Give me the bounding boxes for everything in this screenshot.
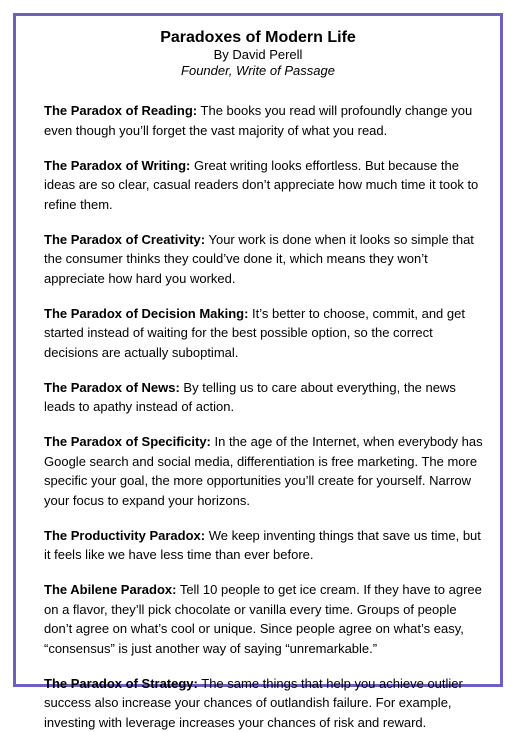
paradox-term: The Paradox of Specificity: <box>44 434 211 449</box>
paradox-term: The Productivity Paradox: <box>44 528 205 543</box>
paradox-term: The Paradox of Writing: <box>44 158 190 173</box>
paradox-term: The Paradox of Creativity: <box>44 232 205 247</box>
paradox-item <box>44 580 486 658</box>
paradox-item <box>44 156 486 215</box>
document-title: Paradoxes of Modern Life <box>16 29 500 47</box>
paradox-item <box>44 526 486 565</box>
paradox-text: The books you read will profoundly change you even though you’ll forget the vast majority of what you read. <box>44 103 472 138</box>
paradox-term: The Paradox of Decision Making: <box>44 306 248 321</box>
paradox-item <box>44 378 486 417</box>
paradox-text: Tell 10 people to get ice cream. If they have to agree on a flavor, they’ll pick chocolate or vanilla every time. Groups of people don’t agree on what’s cool or unique. Since people agree on what’s easy, “consensus” is just another way of saying “unremarkable.” <box>44 582 482 656</box>
paradox-term: The Paradox of News: <box>44 380 180 395</box>
author-role: Founder, Write of Passage <box>16 63 500 79</box>
paradox-text: In the age of the Internet, when everybody has Google search and social media, differentiation is free marketing. The more specific your goal, the more opportunities you’ll create for yourself. Narrow your focus to expand your horizons. <box>44 434 483 508</box>
document-header <box>16 16 500 79</box>
paradox-text: It’s better to choose, commit, and get started instead of waiting for the best possible option, so the correct decisions are actually suboptimal. <box>44 306 465 360</box>
paradox-item <box>44 432 486 510</box>
paradox-text: The same things that help you achieve outlier success also increase your chances of outlandish failure. For example, investing with leverage increases your chances of risk and reward. <box>44 676 463 730</box>
paradox-text: Your work is done when it looks so simple that the consumer thinks they could’ve done it, which means they won’t appreciate how hard you worked. <box>44 232 474 286</box>
paradox-item <box>44 674 486 732</box>
paradox-term: The Paradox of Reading: <box>44 103 197 118</box>
paradox-item <box>44 230 486 289</box>
paradox-term: The Paradox of Strategy: <box>44 676 198 691</box>
paradox-text: We keep inventing things that save us time, but it feels like we have less time than ever before. <box>44 528 481 563</box>
paradox-item <box>44 304 486 363</box>
document-frame <box>13 13 503 687</box>
paradox-term: The Abilene Paradox: <box>44 582 176 597</box>
document-author: By David Perell <box>16 47 500 63</box>
paradox-list <box>16 101 500 732</box>
paradox-text: By telling us to care about everything, the news leads to apathy instead of action. <box>44 380 456 415</box>
paradox-text: Great writing looks effortless. But because the ideas are so clear, casual readers don’t appreciate how much time it took to refine them. <box>44 158 478 212</box>
paradox-item <box>44 101 486 140</box>
